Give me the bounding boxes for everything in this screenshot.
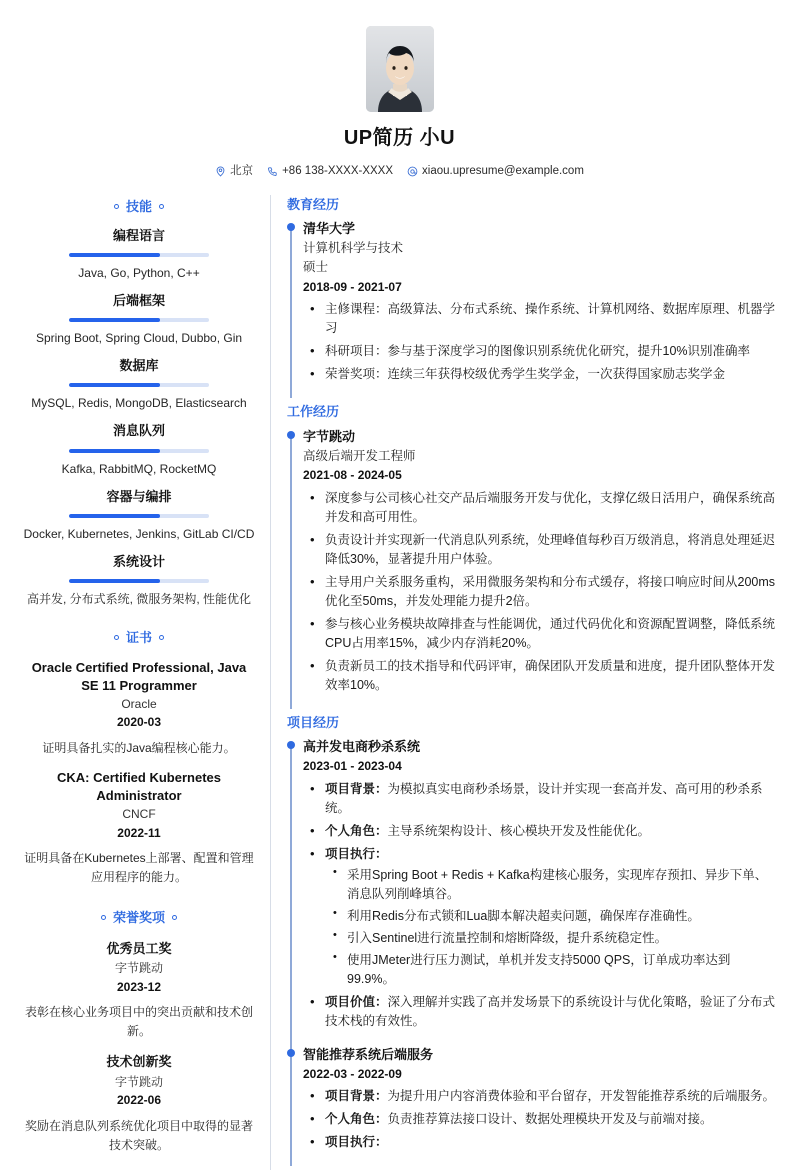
award-title: 技术创新奖 [106, 1054, 172, 1070]
certificate-date: 2020-03 [116, 715, 162, 730]
sidebar-heading-certificates-label: 证书 [125, 629, 152, 645]
skill-item [22, 421, 256, 477]
skill-item [22, 552, 256, 608]
resume-header [22, 20, 777, 181]
contact-location [215, 163, 253, 181]
project-role-label: 个人角色 [325, 823, 376, 838]
work-timeline [287, 427, 777, 709]
sidebar [22, 195, 270, 1155]
contact-line [22, 163, 777, 181]
project-exec-label: 项目执行 [325, 1135, 376, 1150]
bullet-text: 使用JMeter进行压力测试，单机并发支持5000 QPS，订单成功率达到99.9%。 [347, 952, 731, 986]
list-item: • 项目执行： [303, 1133, 777, 1152]
skill-item [22, 487, 256, 543]
sidebar-heading-skills [22, 197, 256, 217]
sidebar-heading-awards-label: 荣誉奖项 [112, 909, 165, 925]
avatar [366, 26, 434, 112]
sidebar-heading-certificates [22, 628, 256, 648]
list-item: • 项目价值：深入理解并实践了高并发场景下的系统设计与优化策略，验证了分布式技术栈的有效性。 [303, 993, 777, 1031]
list-item [303, 300, 777, 338]
bullet-text: 科研项目：参与基于深度学习的图像识别系统优化研究，提升10%识别准确率 [325, 344, 751, 359]
certificate-item [22, 769, 256, 887]
certificate-org: Oracle [121, 696, 157, 711]
award-date: 2023-12 [116, 979, 162, 994]
education-date: 2018-09 - 2021-07 [303, 279, 402, 294]
project-role-text: 负责推荐算法接口设计、数据处理模块开发及与前端对接。 [387, 1112, 713, 1127]
section-title-projects: 项目经历 [287, 714, 340, 730]
contact-phone-text: +86 138-XXXX-XXXX [282, 165, 394, 177]
sidebar-heading-awards [22, 908, 256, 928]
project-role-text: 主导系统架构设计、核心模块开发及性能优化。 [387, 823, 651, 838]
skill-name: 后端框架 [112, 293, 165, 309]
company-name: 字节跳动 [303, 428, 356, 444]
bullet-text: 采用Spring Boot + Redis + Kafka构建核心服务，实现库存预扣、异步下单、消息队列削峰填谷。 [347, 867, 768, 901]
section-education [287, 195, 777, 399]
section-projects [287, 713, 777, 1167]
list-item: • 项目背景：为模拟真实电商秒杀场景，设计并实现一套高并发、高可用的秒杀系统。 [303, 780, 777, 818]
list-item [325, 866, 777, 904]
sidebar-heading-skills-label: 技能 [125, 198, 152, 214]
bullet-text: 参与核心业务模块故障排查与性能调优，通过代码优化和资源配置调整，降低系统CPU占用率15%，减少内存消耗20%。 [325, 616, 776, 650]
skill-items: Java, Go, Python, C++ [78, 266, 200, 281]
skill-name: 编程语言 [112, 227, 165, 243]
school-name: 清华大学 [303, 220, 356, 236]
contact-email-text: xiaou.upresume@example.com [422, 165, 584, 177]
diamond-deco-icon [172, 915, 177, 920]
list-item [325, 907, 777, 926]
bullet-text: 荣誉奖项：连续三年获得校级优秀学生奖学金，一次获得国家励志奖学金 [325, 367, 726, 382]
certificates-list [22, 659, 256, 888]
work-bullets [303, 489, 777, 695]
skills-list [22, 226, 256, 608]
contact-phone [267, 163, 393, 181]
project-name: 高并发电商秒杀系统 [303, 738, 421, 754]
main-column [271, 195, 777, 1170]
section-title-work: 工作经历 [287, 404, 340, 420]
list-item: • 个人角色：负责推荐算法接口设计、数据处理模块开发及与前端对接。 [303, 1110, 777, 1129]
project-background-label: 项目背景 [325, 1089, 376, 1104]
resume-columns [22, 195, 777, 1170]
email-at-icon [407, 166, 418, 177]
section-work [287, 402, 777, 708]
education-entry [303, 219, 777, 398]
project-exec-list [325, 866, 777, 989]
education-bullets [303, 300, 777, 384]
skill-items: 高并发, 分布式系统, 微服务架构, 性能优化 [26, 591, 251, 606]
phone-icon [267, 166, 278, 177]
bullet-text: 主修课程：高级算法、分布式系统、操作系统、计算机网络、数据库原理、机器学习 [325, 302, 776, 336]
diamond-deco-icon [114, 635, 119, 640]
work-date: 2021-08 - 2024-05 [303, 468, 402, 483]
diamond-deco-icon [159, 635, 164, 640]
list-item [303, 657, 777, 695]
list-item [303, 489, 777, 527]
project-value-text: 深入理解并实践了高并发场景下的系统设计与优化策略，验证了分布式技术栈的有效性。 [325, 994, 776, 1028]
skill-level-bar [69, 449, 209, 453]
page-title: UP简历 小U [343, 127, 456, 149]
location-pin-icon [215, 166, 226, 177]
list-item: • 个人角色：主导系统架构设计、核心模块开发及性能优化。 [303, 822, 777, 841]
skill-name: 消息队列 [112, 423, 165, 439]
skill-level-bar [69, 383, 209, 387]
diamond-deco-icon [114, 204, 119, 209]
project-entry [303, 737, 777, 1045]
diamond-deco-icon [159, 204, 164, 209]
list-item [303, 615, 777, 653]
project-date: 2023-01 - 2023-04 [303, 758, 402, 773]
award-title: 优秀员工奖 [106, 940, 172, 956]
education-timeline [287, 219, 777, 398]
skill-item [22, 226, 256, 282]
skill-level-bar [69, 514, 209, 518]
project-background-label: 项目背景 [325, 781, 376, 796]
project-role-label: 个人角色 [325, 1112, 376, 1127]
project-exec-label: 项目执行 [325, 846, 376, 861]
project-name: 智能推荐系统后端服务 [303, 1046, 434, 1062]
project-date: 2022-03 - 2022-09 [303, 1066, 402, 1081]
award-item [22, 1052, 256, 1155]
bullet-text: 引入Sentinel进行流量控制和熔断降级，提升系统稳定性。 [347, 930, 668, 945]
work-entry [303, 427, 777, 709]
list-item: • 项目背景：为提升用户内容消费体验和平台留存，开发智能推荐系统的后端服务。 [303, 1087, 777, 1106]
award-org: 字节跳动 [114, 960, 163, 975]
diamond-deco-icon [101, 915, 106, 920]
list-item [303, 342, 777, 361]
bullet-text: 主导用户关系服务重构，采用微服务架构和分布式缓存，将接口响应时间从200ms优化至50ms，并发处理能力提升2倍。 [325, 574, 776, 608]
skill-items: MySQL, Redis, MongoDB, Elasticsearch [31, 396, 247, 411]
skill-item [22, 291, 256, 347]
project-bullets [303, 1087, 777, 1152]
section-title-education: 教育经历 [287, 196, 340, 212]
bullet-text: 深度参与公司核心社交产品后端服务开发与优化，支撑亿级日活用户，确保系统高并发和高可用性。 [325, 490, 776, 524]
skill-level-bar [69, 579, 209, 583]
award-desc: 奖励在消息队列系统优化项目中取得的显著技术突破。 [24, 1118, 253, 1152]
certificate-desc: 证明具备扎实的Java编程核心能力。 [42, 741, 236, 755]
award-desc: 表彰在核心业务项目中的突出贡献和技术创新。 [24, 1005, 253, 1039]
project-background-text: 为提升用户内容消费体验和平台留存，开发智能推荐系统的后端服务。 [387, 1089, 776, 1104]
bullet-text: 负责设计并实现新一代消息队列系统，处理峰值每秒百万级消息，将消息处理延迟降低30%，显著提升用户体验。 [325, 532, 776, 566]
contact-email [407, 163, 584, 181]
job-title: 高级后端开发工程师 [303, 448, 416, 463]
contact-location-text: 北京 [230, 165, 254, 177]
project-background-text: 为模拟真实电商秒杀场景，设计并实现一套高并发、高可用的秒杀系统。 [325, 781, 763, 815]
skill-name: 容器与编排 [106, 488, 172, 504]
degree: 硕士 [303, 260, 329, 275]
award-item [22, 939, 256, 1042]
list-item [325, 929, 777, 948]
awards-list [22, 939, 256, 1155]
certificate-title: Oracle Certified Professional, Java SE 11 Programmer [31, 659, 247, 693]
list-item [303, 365, 777, 384]
certificate-desc: 证明具备在Kubernetes上部署、配置和管理应用程序的能力。 [24, 851, 254, 885]
skill-level-bar [69, 253, 209, 257]
skill-level-bar [69, 318, 209, 322]
bullet-text: 负责新员工的技术指导和代码评审，确保团队开发质量和进度，提升团队整体开发效率10%。 [325, 658, 776, 692]
project-entry [303, 1045, 777, 1167]
certificate-title: CKA: Certified Kubernetes Administrator [57, 770, 221, 804]
skill-items: Docker, Kubernetes, Jenkins, GitLab CI/CD [23, 526, 255, 541]
certificate-org: CNCF [122, 807, 156, 822]
skill-items: Spring Boot, Spring Cloud, Dubbo, Gin [35, 331, 243, 346]
projects-timeline [287, 737, 777, 1166]
project-value-label: 项目价值 [325, 994, 376, 1009]
project-bullets [303, 780, 777, 1031]
list-item [303, 573, 777, 611]
skill-item [22, 356, 256, 412]
major: 计算机科学与技术 [303, 241, 404, 256]
list-item: • 项目执行： • 采用Spring Boot + Redis + Kafka构建核心服务，实现库存预扣、异步下单、消息队列削峰填谷。 • 利用Redis分布式锁和Lua脚本解决超卖问题，确保库存准确性。 • 引入Sentinel进行流量控制和熔断降级，提升系统稳定性。 • 使用JMeter进行压力测试，单机并发支持5000 QPS，订单成功率达到99.9%。 [303, 845, 777, 989]
certificate-date: 2022-11 [117, 825, 161, 840]
skill-items: Kafka, RabbitMQ, RocketMQ [61, 461, 217, 476]
award-org: 字节跳动 [114, 1074, 163, 1089]
list-item [303, 531, 777, 569]
skill-name: 系统设计 [112, 553, 165, 569]
certificate-item [22, 659, 256, 758]
award-date: 2022-06 [116, 1093, 162, 1108]
bullet-text: 利用Redis分布式锁和Lua脚本解决超卖问题，确保库存准确性。 [347, 908, 700, 923]
skill-name: 数据库 [119, 358, 159, 374]
list-item [325, 951, 777, 989]
